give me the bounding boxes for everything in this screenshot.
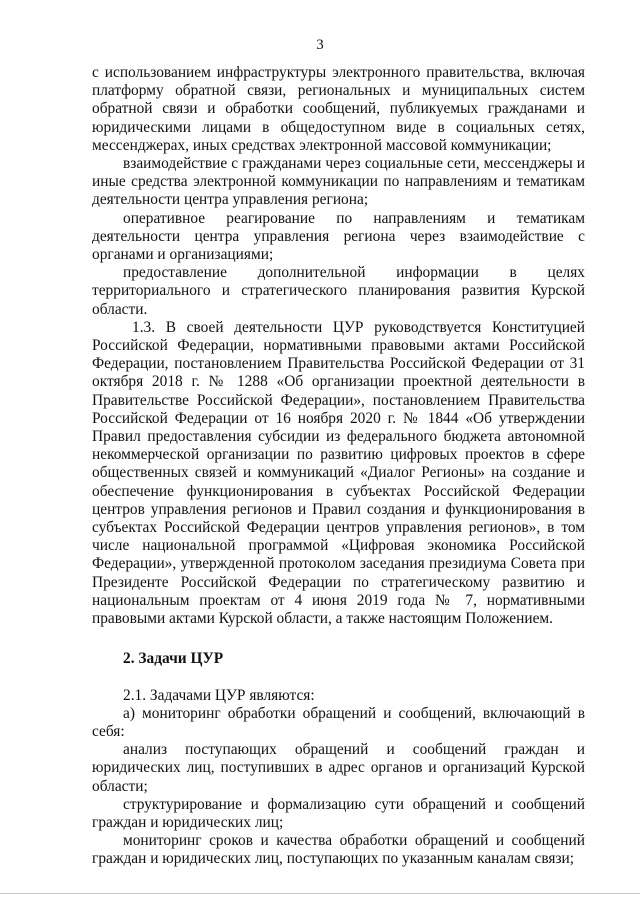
bottom-divider bbox=[0, 893, 640, 894]
document-body bbox=[92, 64, 585, 869]
paragraph-infrastructure: с использованием инфраструктуры электронного правительства, включая платформу обратной связи, региональных и муниципальных систем обратной связи и обработки сообщений, публикуемых гражданами и юридическими лицами в общедоступном виде в социальных сетях, мессенджерах, иных средствах электронной массовой коммуникации; bbox=[92, 64, 585, 154]
paragraph-analysis: анализ поступающих обращений и сообщений граждан и юридических лиц, поступивших в адрес органов и организаций Курской области; bbox=[92, 741, 585, 795]
section-heading: 2. Задачи ЦУР bbox=[123, 650, 224, 668]
paragraph-1-3: 1.3. В своей деятельности ЦУР руководствуется Конституцией Российской Федерации, нормативными правовыми актами Российской Федерации, постановлением Правительства Российской Федерации от 31 октября 2018 г. № 1288 «Об организации проектной деятельности в Правительстве Российской Федерации», постановлением Правительства Российской Федерации от 16 ноября 2020 г. № 1844 «Об утверждении Правил предоставления субсидии из федерального бюджета автономной некоммерческой организации по развитию цифровых проектов в сфере общественных связей и коммуникаций «Диалог Регионы» на создание и обеспечение функционирования в субъектах Российской Федерации центров управления регионов и Правил создания и функционирования в субъектах Российской Федерации центров управления регионов», в том числе национальной программой «Цифровая экономика Российской Федерации», утвержденной протоколом заседания президиума Совета при Президенте Российской Федерации по стратегическому развитию и национальным проектам от 4 июня 2019 года № 7, нормативными правовыми актами Курской области, а также настоящим Положением. bbox=[92, 318, 585, 628]
paragraph-monitoring: а) мониторинг обработки обращений и сообщений, включающий в себя: bbox=[92, 704, 585, 740]
paragraph-2-1: 2.1. Задачами ЦУР являются: bbox=[123, 686, 315, 704]
paragraph-structuring: структурирование и формализацию сути обращений и сообщений граждан и юридических лиц; bbox=[92, 795, 585, 831]
page-number: 3 bbox=[316, 37, 324, 53]
paragraph-interaction: взаимодействие с гражданами через социальные сети, мессенджеры и иные средства электронной коммуникации по направлениям и тематикам деятельности центра управления региона; bbox=[92, 155, 585, 209]
paragraph-deadline-monitoring: мониторинг сроков и качества обработки обращений и сообщений граждан и юридических лиц, поступающих по указанным каналам связи; bbox=[92, 832, 585, 868]
paragraph-operative-response: оперативное реагирование по направлениям и тематикам деятельности центра управления региона через взаимодействие с органами и организациями; bbox=[92, 209, 585, 264]
paragraph-additional-info: предоставление дополнительной информации в целях территориального и стратегического планирования развития Курской области. bbox=[92, 264, 585, 318]
